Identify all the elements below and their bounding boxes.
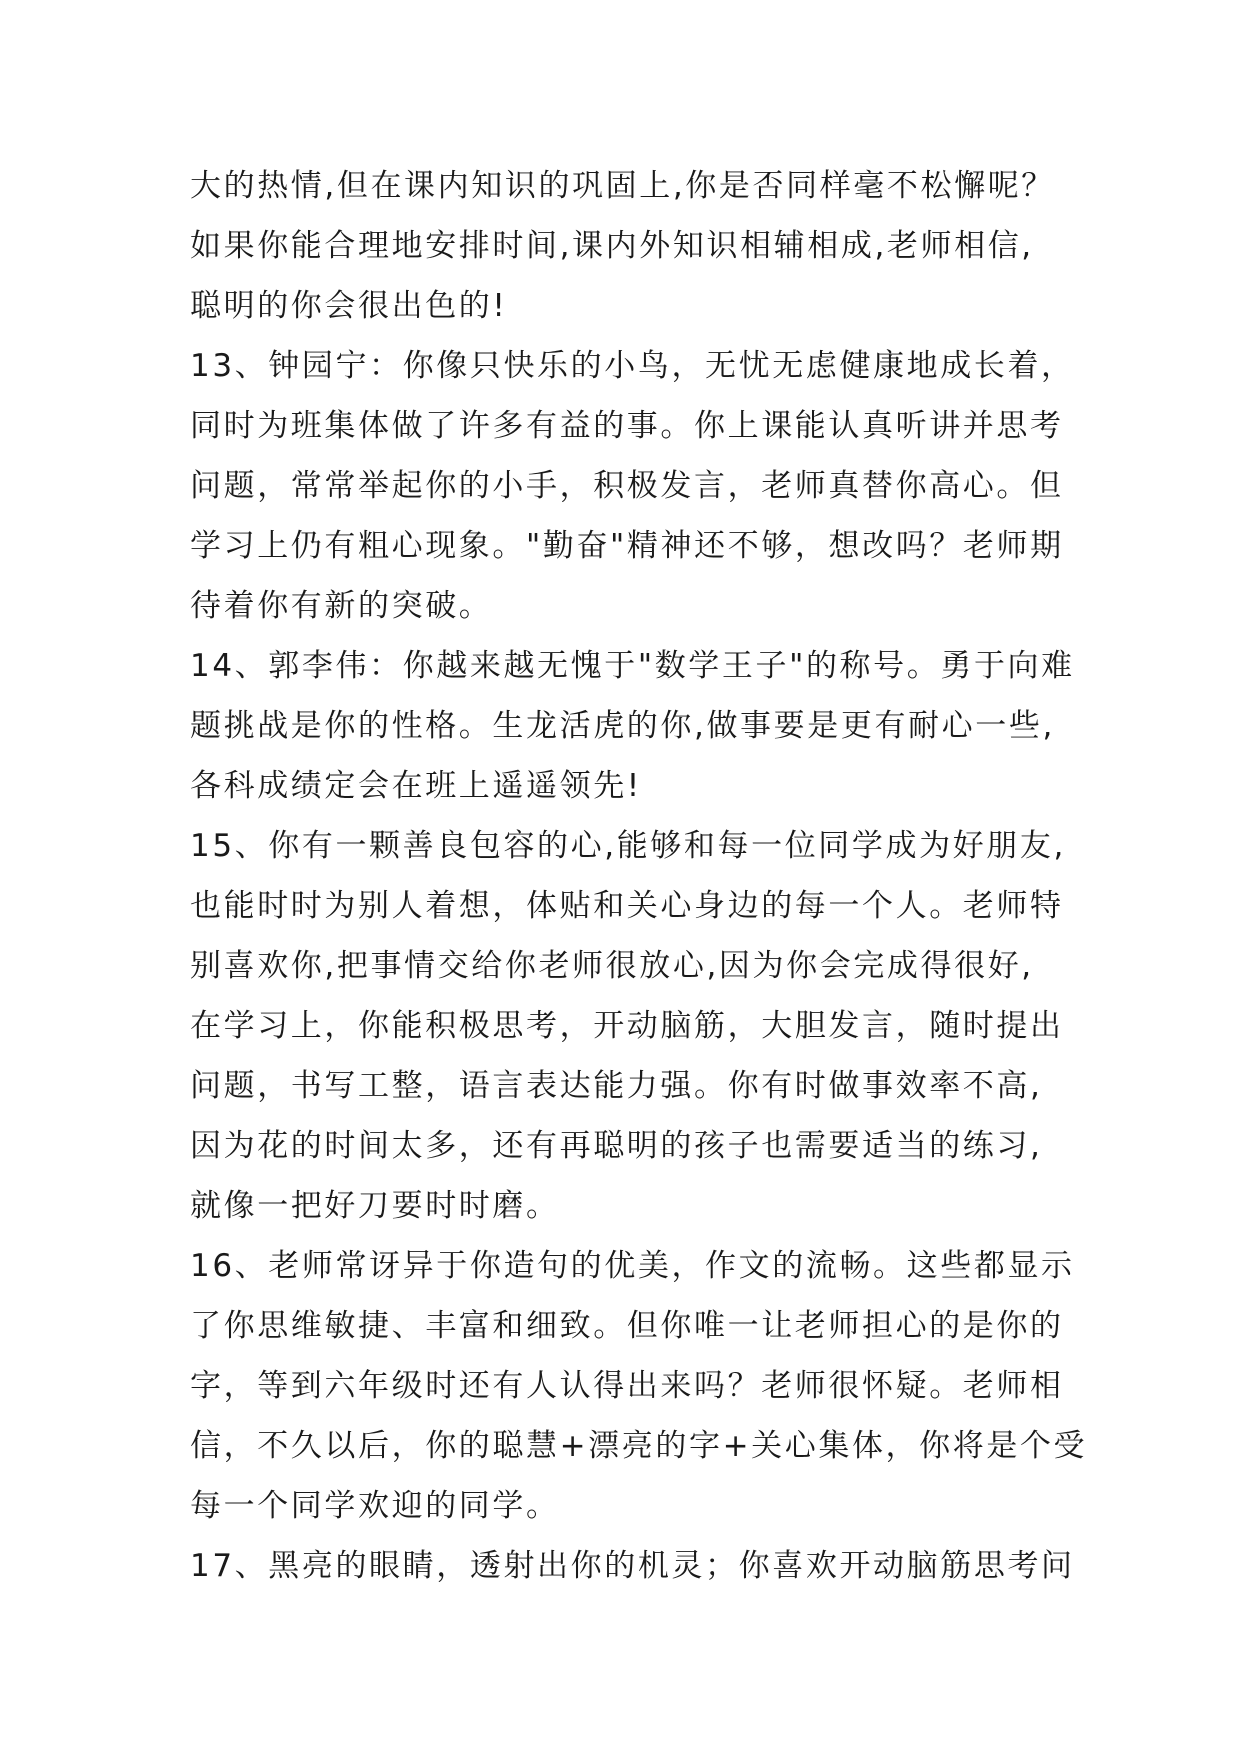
- text-line: 信，不久以后，你的聪慧+漂亮的字+关心集体，你将是个受: [190, 1428, 1088, 1464]
- text-line: 16、老师常讶异于你造句的优美，作文的流畅。这些都显示: [190, 1248, 1075, 1284]
- text-line: 也能时时为别人着想，体贴和关心身边的每一个人。老师特: [190, 888, 1064, 924]
- text-line: 同时为班集体做了许多有益的事。你上课能认真听讲并思考: [190, 408, 1064, 444]
- text-line: 学习上仍有粗心现象。"勤奋"精神还不够，想改吗？老师期: [190, 528, 1064, 564]
- text-line: 待着你有新的突破。: [190, 588, 493, 624]
- text-line: 如果你能合理地安排时间,课内外知识相辅相成,老师相信,: [190, 228, 1034, 264]
- body-text: [190, 156, 1088, 1596]
- text-line: 因为花的时间太多，还有再聪明的孩子也需要适当的练习,: [190, 1128, 1043, 1164]
- text-line: 大的热情,但在课内知识的巩固上,你是否同样毫不松懈呢？: [190, 168, 1055, 204]
- text-line: 15、你有一颗善良包容的心,能够和每一位同学成为好朋友,: [190, 828, 1066, 864]
- text-line: 聪明的你会很出色的!: [190, 288, 508, 324]
- text-line: 问题，书写工整，语言表达能力强。你有时做事效率不高,: [190, 1068, 1043, 1104]
- text-line: 13、钟园宁：你像只快乐的小鸟，无忧无虑健康地成长着，: [190, 348, 1075, 384]
- text-line: 17、黑亮的眼睛，透射出你的机灵；你喜欢开动脑筋思考问: [190, 1548, 1075, 1584]
- text-line: 了你思维敏捷、丰富和细致。但你唯一让老师担心的是你的: [190, 1308, 1064, 1344]
- text-line: 14、郭李伟：你越来越无愧于"数学王子"的称号。勇于向难: [190, 648, 1075, 684]
- text-line: 各科成绩定会在班上遥遥领先!: [190, 768, 642, 804]
- text-line: 题挑战是你的性格。生龙活虎的你,做事要是更有耐心一些,: [190, 708, 1055, 744]
- text-line: 在学习上，你能积极思考，开动脑筋，大胆发言，随时提出: [190, 1008, 1064, 1044]
- text-line: 别喜欢你,把事情交给你老师很放心,因为你会完成得很好,: [190, 948, 1034, 984]
- text-line: 每一个同学欢迎的同学。: [190, 1488, 560, 1524]
- text-line: 就像一把好刀要时时磨。: [190, 1188, 560, 1224]
- text-line: 问题，常常举起你的小手，积极发言，老师真替你高心。但: [190, 468, 1064, 504]
- text-line: 字，等到六年级时还有人认得出来吗？老师很怀疑。老师相: [190, 1368, 1064, 1404]
